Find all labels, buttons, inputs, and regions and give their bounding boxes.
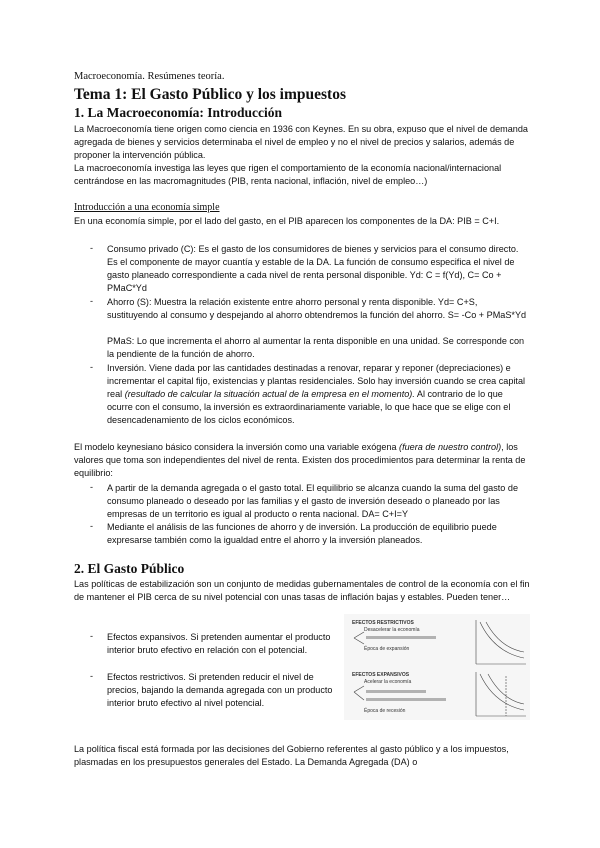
figure-label-expansive-sub2: Época de recesión bbox=[364, 708, 406, 714]
figure-label-expansive: EFECTOS EXPANSIVOS bbox=[352, 672, 410, 678]
list-item-inversion bbox=[107, 362, 527, 427]
section2-heading: 2. El Gasto Público bbox=[74, 561, 185, 576]
figure-label-restrictive-sub: Desacelerar la economía bbox=[364, 627, 420, 633]
bracket-line bbox=[354, 686, 364, 692]
graph-curve bbox=[486, 622, 524, 652]
bullet-dash: - bbox=[90, 521, 94, 531]
section1-paragraph-2: La macroeconomía investiga las leyes que rigen el comportamiento de la economía nacional/internacional centrándose en las macromagnitudes (PIB, renta nacional, inflación, nivel de empleo…) bbox=[74, 163, 502, 187]
bracket-line bbox=[354, 638, 364, 644]
figure-symbols-row bbox=[366, 636, 436, 639]
section2-paragraph-1: Las políticas de estabilización son un conjunto de medidas gubernamentales de control de la economía con el fin de mantener el PIB cerca de su nivel potencial con unas tasas de inflación bajas y estables. Pueden tener… bbox=[74, 579, 530, 603]
p4-text-end: , los valores que toma son independientes del nivel de renta. Existen dos procedimientos para determinar la renta de equilibrio: bbox=[74, 442, 526, 479]
graph-curve bbox=[480, 622, 524, 658]
document-header: Macroeconomía. Resúmenes teoría. bbox=[74, 71, 225, 82]
section1-heading: 1. La Macroeconomía: Introducción bbox=[74, 105, 282, 120]
policy-effects-figure bbox=[344, 614, 530, 720]
section2-paragraph-2: La política fiscal está formada por las decisiones del Gobierno referentes al gasto público y a los impuestos, plasmadas en los presupuestos generales del Estado. La Demanda Agregada (DA) o bbox=[74, 744, 509, 768]
list-item-expansivos: Efectos expansivos. Si pretenden aumentar el producto interior bruto efectivo en relación con el potencial. bbox=[107, 632, 331, 656]
figure-symbols-row bbox=[366, 690, 426, 693]
inversion-text-end: Al contrario de lo que ocurre con el consumo, la inversión es extraordinariamente variable, lo que hace que se elige con el desencadenamiento de los ciclos económicos. bbox=[107, 389, 511, 426]
section1-paragraph-4 bbox=[74, 441, 530, 480]
page-title: Tema 1: El Gasto Público y los impuestos bbox=[74, 86, 346, 103]
list-item-ahorro-inversion: Mediante el análisis de las funciones de ahorro y de inversión. La producción de equilibrio puede expresarse también como la igualdad entre el ahorro y la inversión planeados. bbox=[107, 522, 497, 546]
list-item-restrictivos: Efectos restrictivos. Si pretenden reducir el nivel de precios, bajando la demanda agregada con un producto interior bruto efectivo al nivel potencial. bbox=[107, 672, 333, 709]
list-item-pmas: PMaS: Lo que incrementa el ahorro al aumentar la renta disponible en una unidad. Se corresponde con la pendiente de la función de ahorro. bbox=[107, 336, 525, 360]
inversion-text: Inversión. Viene dada por las cantidades destinadas a renovar, reparar y reponer (depreciaciones) e incrementar el capital fijo, existencias y plantas residenciales. Solo hay inversión cuando se crea capital real bbox=[107, 363, 526, 400]
bullet-dash: - bbox=[90, 362, 94, 372]
inversion-italic: (resultado de calcular la situación actual de la empresa en el momento). bbox=[124, 389, 415, 400]
list-item-demanda-agregada: A partir de la demanda agregada o el gasto total. El equilibrio se alcanza cuando la suma del gasto de consumo planeado o deseado por las familias y el gasto de inversión deseado o planeado por las empresas de un territorio es igual al producto o renta nacional. DA= C+I=Y bbox=[107, 483, 519, 520]
list-item-consumo: Consumo privado (C): Es el gasto de los consumidores de bienes y servicios para el consumo directo. Es el componente de mayor cuantía y estable de la DA. La función de consumo especifica el nivel de gasto planeado correspondiente a cada nivel de renta personal disponible. Yd: C = f(Yd), C= Co + PMaC*Yd bbox=[107, 244, 519, 294]
list-item-ahorro: Ahorro (S): Muestra la relación existente entre ahorro personal y renta disponible. Yd= C+S, sustituyendo al consumo y despejando al ahorro obtendremos la función del ahorro. S= -Co + PMaS*Yd bbox=[107, 297, 527, 321]
bullet-dash: - bbox=[90, 482, 94, 492]
p4-italic: (fuera de nuestro control) bbox=[399, 442, 502, 452]
bullet-dash: - bbox=[90, 671, 94, 681]
figure-label-expansive-sub: Acelerar la economía bbox=[364, 679, 412, 685]
p4-text: El modelo keynesiano básico considera la inversión como una variable exógena bbox=[74, 442, 400, 452]
bracket-line bbox=[354, 692, 364, 700]
section1-subheading: Introducción a una economía simple bbox=[74, 202, 220, 213]
bullet-dash: - bbox=[90, 243, 94, 253]
figure-label-restrictive-sub2: Época de expansión bbox=[364, 646, 410, 652]
figure-symbols-row bbox=[366, 698, 446, 701]
section1-paragraph-1: La Macroeconomía tiene origen como ciencia en 1936 con Keynes. En su obra, expuso que el nivel de demanda agregada de bienes y servicios determinaba el nivel de empleo y no el nivel de precios y salarios, además de proponer la intervención pública. bbox=[74, 124, 528, 161]
bracket-line bbox=[354, 632, 364, 638]
section1-paragraph-3: En una economía simple, por el lado del gasto, en el PIB aparecen los componentes de la DA: PIB = C+I. bbox=[74, 216, 500, 226]
graph-curve bbox=[480, 674, 524, 710]
bullet-dash: - bbox=[90, 631, 94, 641]
figure-label-restrictive: EFECTOS RESTRICTIVOS bbox=[352, 620, 414, 626]
bullet-dash: - bbox=[90, 296, 94, 306]
figure-graphs bbox=[344, 614, 530, 720]
